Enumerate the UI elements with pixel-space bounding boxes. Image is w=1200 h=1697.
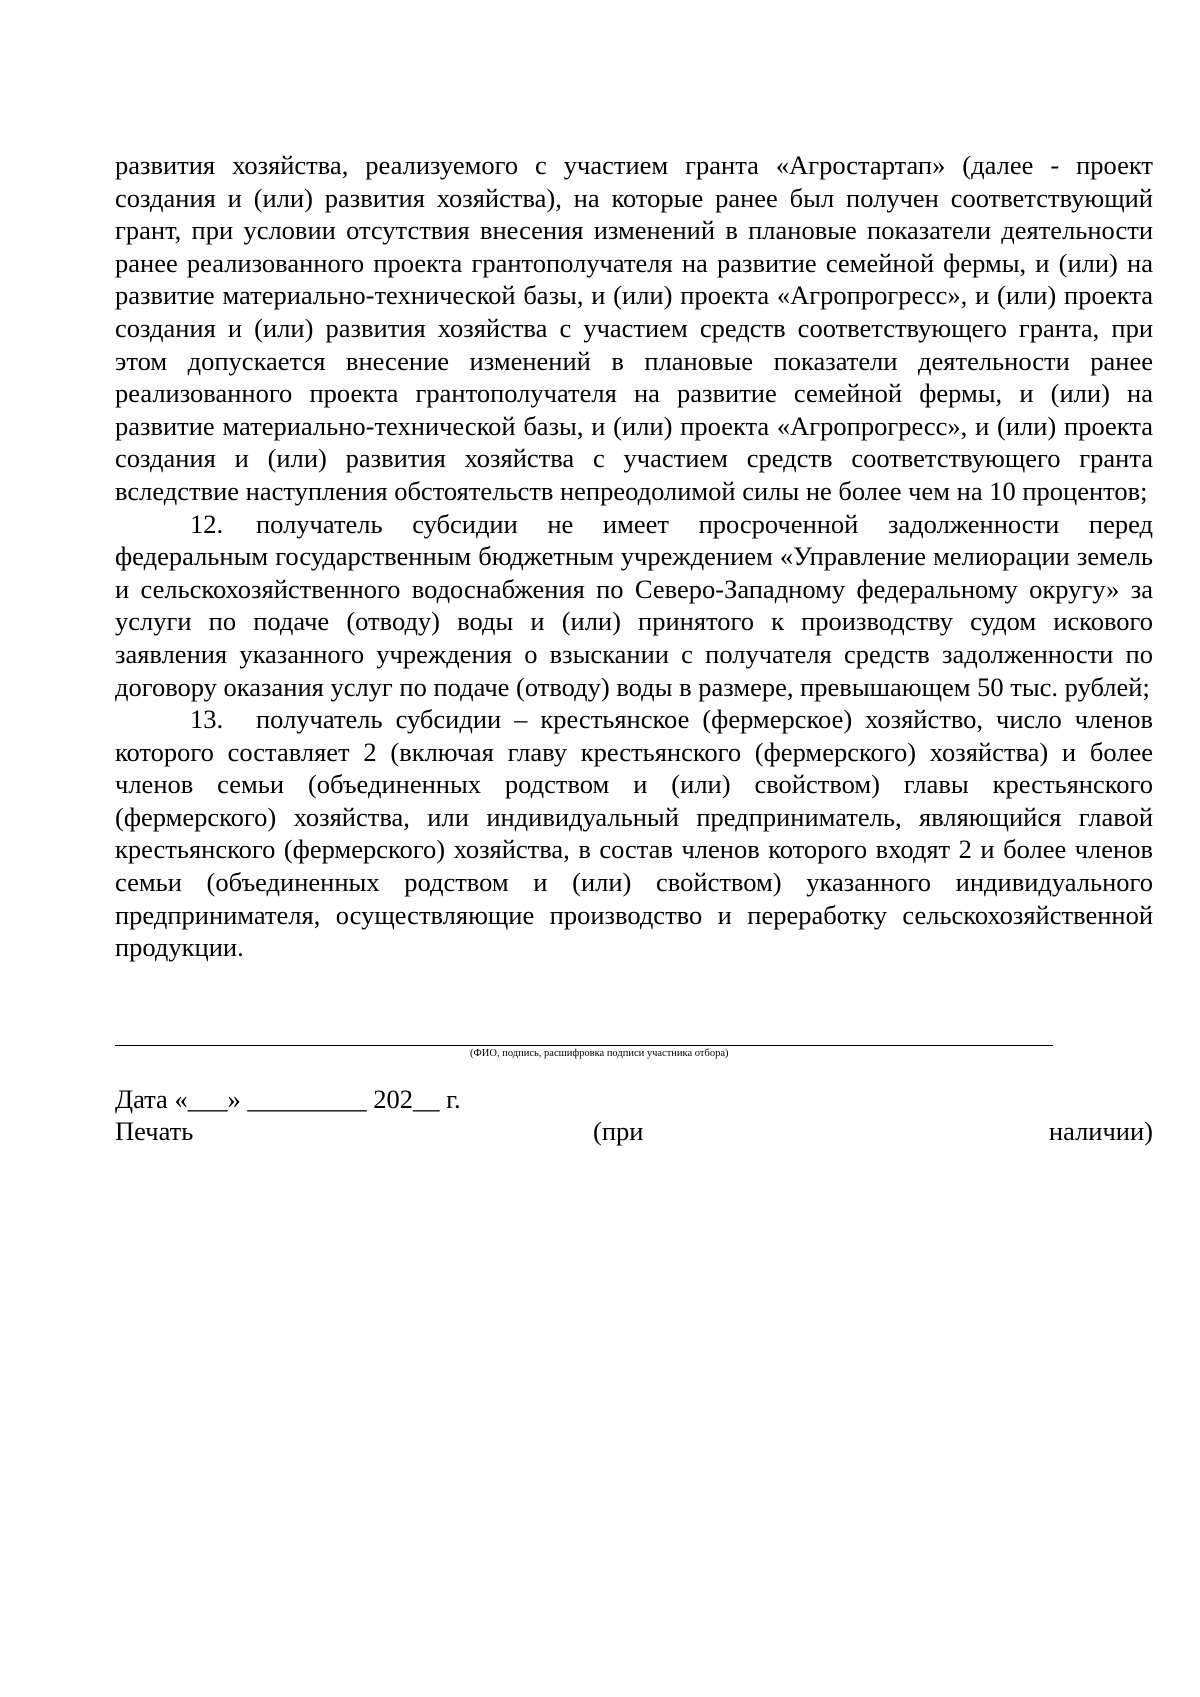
stamp-note-close: наличии) [1048,1116,1153,1146]
list-item-12 [115,508,1153,704]
item-number: 13. [190,704,224,735]
signature-line [115,1045,1053,1046]
paragraph-continuation: развития хозяйства, реализуемого с участием гранта «Агростартап» (далее - проект создания и (или) развития хозяйства), на которые ранее был получен соответствующий грант, при условии отсутствия внесения изменений в плановые показатели деятельности ранее реализованного проекта грантополучателя на развитие семейной фермы, и (или) на развитие материально-технической базы, и (или) проекта «Агропрогресс», и (или) проекта создания и (или) развития хозяйства с участием средств соответствующего гранта, при этом допускается внесение изменений в плановые показатели деятельности ранее реализованного проекта грантополучателя на развитие семейной фермы, и (или) на развитие материально-технической базы, и (или) проекта «Агропрогресс», и (или) проекта создания и (или) развития хозяйства с участием средств соответствующего гранта вследствие наступления обстоятельств непреодолимой силы не более чем на 10 процентов; [115,150,1153,506]
item-text: получатель субсидии – крестьянское (фермерское) хозяйство, число членов которого составляет 2 (включая главу крестьянского (фермерского) хозяйства) и более членов семьи (объединенных родством и (или) свойством) главы крестьянского (фермерского) хозяйства, или индивидуальный предприниматель, являющийся главой крестьянского (фермерского) хозяйства, в состав членов которого входят 2 и более членов семьи (объединенных родством и (или) свойством) указанного индивидуального предпринимателя, осуществляющие производство и переработку сельскохозяйственной продукции. [115,704,1153,963]
stamp-label: Печать [115,1116,194,1146]
item-number: 12. [190,508,224,539]
signature-block [115,1045,1053,1060]
date-line: Дата «___» _________ 202__ г. [115,1084,461,1114]
list-item-13 [115,703,1153,964]
stamp-line [115,1115,1153,1147]
signature-caption: (ФИО, подпись, расшифровка подписи участника отбора) [470,1048,729,1059]
item-text: получатель субсидии не имеет просроченной задолженности перед федеральным государственным бюджетным учреждением «Управление мелиорации земель и сельскохозяйственного водоснабжения по Северо-Западному федеральному округу» за услуги по подаче (отводу) воды и (или) принятого к производству судом искового заявления указанного учреждения о взыскании с получателя средств задолженности по договору оказания услуг по подаче (отводу) воды в размере, превышающем 50 тыс. рублей; [115,508,1153,702]
stamp-note-open: (при [593,1116,644,1146]
document-body [115,149,1153,964]
